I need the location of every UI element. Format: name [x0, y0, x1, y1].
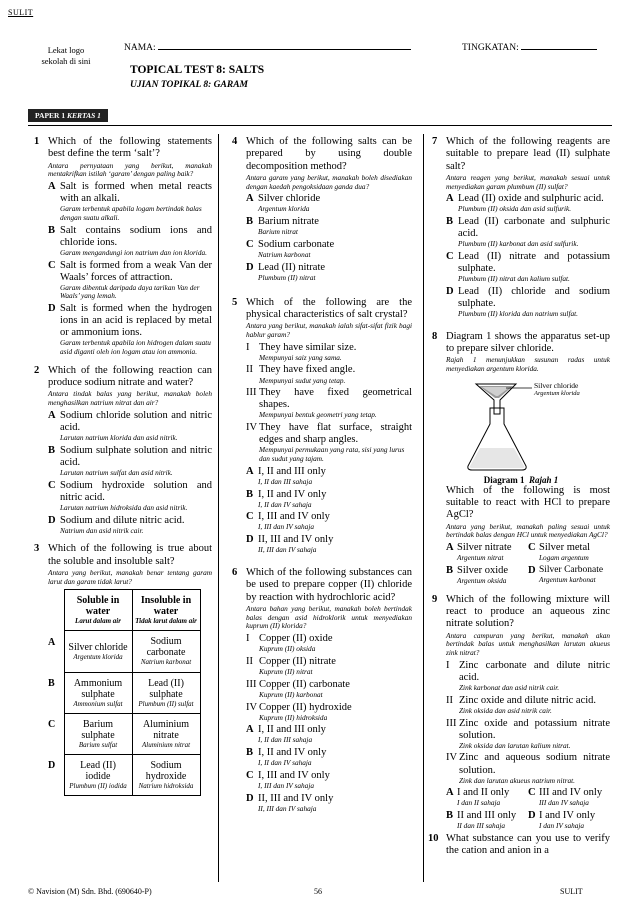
option-text: Sodium and dilute nitric acid. [60, 514, 185, 526]
option-text-ms: Plumbum (II) klorida dan natrium sulfat. [458, 309, 578, 319]
option-text: I and II only [457, 787, 510, 799]
diagram-label: Silver chloride Argentum klorida [534, 380, 580, 398]
option-text-ms: Argentum oksida [457, 576, 507, 586]
option-letter: C [48, 259, 56, 271]
option-b[interactable] [446, 565, 528, 586]
statement-i [246, 342, 412, 363]
option-letter: B [246, 747, 254, 759]
option-text-ms: I, II dan III sahaja [258, 735, 313, 745]
statement-text-ms: Mempunyai saiz yang sama. [259, 352, 342, 362]
option-text-ms: Larutan natrium klorida dan asid nitrik. [60, 433, 178, 443]
statement-iv [246, 422, 412, 464]
statement-iv [446, 752, 610, 785]
options-grid [446, 542, 610, 563]
statement-text: Copper (II) oxide [259, 633, 333, 645]
question-text: Which of the following statements best define the term ‘salt’? [48, 136, 212, 160]
options-grid [446, 810, 610, 831]
option-d[interactable] [48, 515, 212, 536]
option-letter: C [48, 719, 56, 731]
question-number: 8 [432, 330, 438, 342]
page-title: TOPICAL TEST 8: SALTS [130, 64, 265, 76]
option-text-ms: Natrium karbonat [258, 250, 311, 260]
option-a[interactable] [246, 724, 412, 745]
option-letter: B [446, 216, 454, 228]
statement-numeral: II [246, 364, 253, 376]
option-letter: A [48, 636, 56, 648]
option-a[interactable] [446, 787, 528, 808]
insoluble-cell: Sodium carbonate Natrium karbonat [132, 631, 200, 672]
question-4 [232, 136, 412, 283]
option-letter: C [528, 542, 536, 554]
option-text-ms: Argentum nitrat [457, 553, 504, 563]
option-c[interactable] [528, 787, 610, 808]
statement-ii [246, 364, 412, 385]
diagram-1 [446, 378, 610, 474]
conical-flask-funnel-illustration [446, 378, 610, 474]
question-text-ms: Antara pernyataan yang berikut, manakah mentakrifkan istilah ‘garam’ dengan paling baik? [48, 160, 212, 179]
statement-numeral: III [246, 678, 257, 690]
option-text: I and IV only [539, 810, 596, 822]
option-text: II, III and IV only [258, 792, 334, 804]
question-text: Which of the following mixture will react to produce an aqueous zinc nitrate solution? [446, 593, 610, 630]
option-text-ms: Argentum karbonat [539, 574, 596, 584]
question-number: 1 [34, 136, 40, 147]
option-a[interactable] [48, 181, 212, 223]
question-number: 5 [232, 296, 238, 308]
option-letter: A [48, 409, 56, 421]
option-letter: D [48, 514, 56, 526]
option-letter: D [528, 810, 536, 822]
statement-text: Zinc oxide and dilute nitric acid. [459, 694, 597, 706]
statement-text: Copper (II) nitrate [259, 655, 336, 667]
page-subtitle: UJIAN TOPIKAL 8: GARAM [130, 80, 248, 90]
option-text: I, III and IV only [258, 511, 330, 523]
statement-text: They have fixed angle. [259, 364, 356, 376]
question-text-ms: Antara garam yang berikut, manakah boleh disediakan dengan kaedah pengoksidaan ganda dua? [246, 172, 412, 191]
option-letter: B [48, 444, 56, 456]
statement-numeral: IV [246, 422, 258, 434]
statement-ii [246, 656, 412, 677]
option-letter: D [246, 534, 254, 546]
option-text: Lead (II) chloride and sodium sulphate. [458, 285, 610, 309]
name-field[interactable] [124, 40, 411, 53]
statement-numeral: I [446, 659, 450, 671]
statement-text: They have flat surface, straight edges and sharp angles. [259, 422, 412, 446]
question-text-ms: Antara yang berikut, manakah benar tentang garam larut dan garam tidak larut? [48, 567, 212, 586]
top-sulit-label: SULIT [8, 8, 34, 17]
option-letter: A [446, 542, 454, 554]
option-d[interactable] [446, 286, 610, 319]
option-letter: B [48, 224, 56, 236]
column-2 [232, 136, 412, 822]
option-d[interactable] [246, 534, 412, 555]
option-letter: A [446, 193, 454, 205]
statement-text: Zinc and aqueous sodium nitrate solution. [459, 752, 610, 776]
question-text-2-ms: Antara yang berikut, manakah paling sesuai untuk bertindak balas dengan HCl untuk menyediakan AgCl? [446, 521, 610, 540]
diagram-caption: Diagram 1 Rajah 1 [483, 474, 559, 485]
option-a[interactable] [246, 466, 412, 487]
option-text: Salt is formed when metal reacts with an alkali. [60, 181, 212, 205]
option-letter: D [528, 565, 536, 576]
option-b[interactable] [446, 216, 610, 249]
footer-copyright: © Navision (M) Sdn. Bhd. (690640-P) [28, 887, 152, 896]
option-letter: B [48, 678, 55, 690]
option-text-ms: I dan IV sahaja [539, 821, 585, 831]
option-letter: D [246, 792, 254, 804]
option-letter: C [528, 787, 536, 799]
table-row[interactable] [48, 754, 200, 795]
statement-text-ms: Zink oksida dan larutan kalium nitrat. [459, 740, 571, 750]
statement-numeral: II [246, 655, 253, 667]
statement-numeral: III [446, 717, 457, 729]
option-c[interactable] [246, 239, 412, 260]
statement-text: Zinc carbonate and dilute nitric acid. [459, 659, 610, 683]
question-text: Which of the following substances can be used to prepare copper (II) chloride by reaction with hydrochloric acid? [246, 567, 412, 603]
question-2 [34, 365, 212, 536]
option-b[interactable] [48, 225, 212, 258]
option-c[interactable] [528, 542, 610, 563]
insoluble-cell: Sodium hydroxide Natrium hidroksida [132, 754, 200, 795]
name-line [158, 40, 411, 50]
statement-text-ms: Mempunyai bentuk geometri yang tetap. [259, 410, 377, 420]
option-c[interactable] [246, 770, 412, 791]
option-d[interactable] [528, 565, 610, 586]
option-text-ms: Garam terbentuk apabila ion hidrogen dalam suatu asid diganti oleh ion logam atau ion ammonia. [60, 338, 211, 357]
options-grid [446, 565, 610, 586]
option-text-ms: I, II dan IV sahaja [258, 758, 312, 768]
option-letter: C [246, 238, 254, 250]
option-letter: A [48, 181, 56, 193]
statement-text-ms: Mempunyai sudut yang tetap. [259, 375, 346, 385]
footer-page-number: 56 [314, 887, 322, 896]
option-text: Barium nitrate [258, 216, 319, 228]
statement-text-ms: Mempunyai permukaan yang rata, sisi yang lurus dan sudut yang tajam. [259, 445, 405, 464]
option-letter: C [246, 511, 254, 523]
option-text-ms: I, III dan IV sahaja [258, 522, 315, 532]
option-text: I, II and III only [258, 724, 326, 736]
option-text-ms: II, III dan IV sahaja [258, 803, 317, 813]
option-text-ms: Plumbum (II) karbonat dan asid sulfurik. [458, 239, 579, 249]
statement-text-ms: Zink karbonat dan asid nitrik cair. [459, 683, 560, 693]
question-text-ms: Antara yang berikut, manakah ialah sifat-sifat fizik bagi hablur garam? [246, 321, 412, 339]
option-letter: B [446, 810, 454, 822]
option-text: II, III and IV only [258, 534, 334, 546]
question-number: 10 [428, 832, 439, 844]
option-text: III and IV only [539, 787, 603, 799]
insoluble-cell: Aluminium nitrate Aluminium nitrat [132, 713, 200, 754]
option-text: Salt contains sodium ions and chloride ions. [60, 224, 212, 248]
soluble-cell: Ammonium sulphate Ammonium sulfat [64, 672, 132, 713]
option-text: Lead (II) nitrate and potassium sulphate. [458, 251, 610, 275]
statement-text-ms: Zink dan larutan akueus natrium nitrat. [459, 775, 575, 785]
question-text: Which of the following salts can be prepared by using double decomposition method? [246, 136, 412, 172]
statement-iii [246, 387, 412, 420]
table-row[interactable] [48, 631, 200, 672]
column-divider-1 [218, 134, 219, 882]
option-text: I, II and III only [258, 465, 326, 477]
option-letter: D [48, 760, 56, 772]
question-3 [34, 543, 212, 795]
table-header-row [48, 590, 200, 631]
option-c[interactable] [48, 260, 212, 302]
option-letter: B [446, 565, 454, 576]
statement-ii [446, 695, 610, 716]
option-b[interactable] [246, 216, 412, 237]
option-text: Sodium sulphate solution and nitric acid. [60, 444, 212, 468]
question-7 [432, 136, 610, 319]
option-letter: B [246, 488, 254, 500]
form-field[interactable] [462, 40, 597, 53]
option-d[interactable] [246, 793, 412, 814]
statement-text: They have fixed geometrical shapes. [259, 387, 412, 411]
statement-text-ms: Kuprum (II) hidroksida [259, 712, 328, 722]
option-text-ms: Logam argentum [539, 553, 589, 563]
option-text: I, II and IV only [258, 488, 327, 500]
statement-i [446, 660, 610, 693]
option-c[interactable] [48, 480, 212, 513]
option-text-ms: I dan II sahaja [457, 798, 501, 808]
question-text-ms: Antara reagen yang berikut, manakah sesuai untuk menyediakan garam plumbum (II) sulfat? [446, 172, 610, 191]
option-c[interactable] [446, 251, 610, 284]
option-text: Sodium hydroxide solution and nitric acid. [60, 479, 212, 503]
solubility-table [48, 589, 201, 795]
question-6 [232, 567, 412, 814]
statement-numeral: III [246, 387, 257, 399]
option-text-ms: Garam dibentuk daripada daya tarikan Van der Waals’ yang lemah. [60, 282, 200, 301]
question-text-ms: Antara campuran yang berikut, manakah akan bertindak balas untuk menghasilkan larutan akueus zink nitrat? [446, 630, 610, 658]
option-text-ms: Barium nitrat [258, 227, 298, 237]
option-text: I, III and IV only [258, 770, 330, 781]
option-text-ms: II, III dan IV sahaja [258, 545, 317, 555]
statement-text-ms: Kuprum (II) karbonat [259, 689, 323, 699]
question-10 [428, 832, 610, 858]
option-a[interactable] [246, 193, 412, 214]
question-text: Which of the following reaction can produce sodium nitrate and water? [48, 364, 212, 389]
option-letter: D [48, 303, 56, 315]
question-text: Which of the following is true about the soluble and insoluble salt? [48, 543, 212, 567]
option-text: Silver metal [539, 542, 591, 554]
statement-numeral: I [246, 341, 250, 353]
option-text: Silver nitrate [457, 542, 512, 554]
statement-text: Zinc oxide and potassium nitrate solution. [459, 717, 610, 741]
question-number: 9 [432, 593, 438, 605]
option-text-ms: Plumbum (II) oksida dan asid sulfurik. [458, 204, 572, 214]
option-letter: A [246, 193, 254, 205]
table-row[interactable] [48, 713, 200, 754]
statement-iv [246, 702, 412, 723]
option-text-ms: III dan IV sahaja [539, 798, 589, 808]
option-text: Sodium chloride solution and nitric acid. [60, 409, 212, 433]
option-text: II and III only [457, 810, 517, 822]
question-number: 2 [34, 364, 40, 376]
option-text-ms: I, III dan IV sahaja [258, 781, 315, 791]
option-a[interactable] [446, 542, 528, 563]
question-text: What substance can you use to verify the cation and anion in a [446, 832, 610, 857]
column-divider-2 [423, 134, 424, 882]
statement-iii [246, 679, 412, 700]
question-text: Which of the following reagents are suitable to prepare lead (II) sulphate salt? [446, 136, 610, 172]
table-row[interactable] [48, 672, 200, 713]
question-number: 6 [232, 567, 238, 579]
paper-badge [28, 109, 108, 122]
soluble-cell: Lead (II) iodide Plumbum (II) iodida [64, 754, 132, 795]
option-text: Silver chloride [258, 193, 321, 205]
option-b[interactable] [446, 810, 528, 831]
option-text-ms: Garam mengandungi ion natrium dan ion klorida. [60, 247, 207, 257]
option-letter: A [246, 465, 254, 477]
option-text-ms: Argentum klorida [258, 204, 310, 214]
option-text: Salt is formed from a weak Van der Waals’ forces of attraction. [60, 259, 212, 283]
question-number: 7 [432, 136, 438, 147]
option-text: Salt is formed when the hydrogen ions in an acid is replaced by metal or ammonium ions. [60, 303, 212, 339]
option-text: Silver Carbonate [539, 565, 604, 575]
statement-text: Copper (II) hydroxide [259, 701, 352, 713]
statement-text-ms: Zink oksida dan asid nitrik cair. [459, 705, 552, 715]
option-letter: D [246, 261, 254, 273]
question-text-ms: Antara bahan yang berikut, manakah boleh bertindak balas dengan asid hidroklorik untuk menyediakan kuprum (II) klorida? [246, 603, 412, 631]
option-letter: B [246, 216, 254, 228]
column-3 [428, 136, 610, 866]
statement-text-ms: Kuprum (II) oksida [259, 644, 316, 654]
option-text: Lead (II) nitrate [258, 261, 326, 273]
soluble-cell: Silver chloride Argentum klorida [64, 631, 132, 672]
option-d[interactable] [528, 810, 610, 831]
question-text: Diagram 1 shows the apparatus set-up to prepare silver chloride. [446, 330, 610, 355]
option-letter: A [246, 724, 254, 736]
option-text: Lead (II) oxide and sulphuric acid. [458, 193, 604, 205]
paper-label: PAPER 1 [35, 111, 66, 120]
statement-text: They have similar size. [259, 341, 357, 353]
option-text-ms: Plumbum (II) nitrat dan kalium sulfat. [458, 274, 570, 284]
option-text-ms: Plumbum (II) nitrat [258, 272, 316, 282]
question-5 [232, 297, 412, 555]
column-1 [34, 136, 212, 804]
option-text-ms: Natrium dan asid nitrik cair. [60, 525, 144, 535]
statement-text-ms: Kuprum (II) nitrat [259, 667, 313, 676]
insoluble-cell: Lead (II) sulphate Plumbum (II) sulfat [132, 672, 200, 713]
statement-numeral: IV [446, 752, 458, 764]
option-letter: C [446, 251, 454, 263]
option-text-ms: I, II dan IV sahaja [258, 499, 312, 509]
option-a[interactable] [48, 410, 212, 443]
school-logo-placeholder: Lekat logo sekolah di sini [41, 45, 91, 66]
option-d[interactable] [246, 262, 412, 283]
option-text-ms: Garam terbentuk apabila logam bertindak balas dengan suatu alkali. [60, 204, 202, 222]
statement-i [246, 633, 412, 654]
option-text: I, II and IV only [258, 747, 327, 759]
option-letter: D [446, 285, 454, 297]
option-text: Lead (II) carbonate and sulphuric acid. [458, 216, 610, 240]
options-grid [446, 787, 610, 808]
question-8 [432, 331, 610, 586]
statement-numeral: I [246, 633, 250, 645]
option-d[interactable] [48, 303, 212, 357]
question-text-2: Which of the following is most suitable to react with HCl to prepare AgCl? [446, 484, 610, 521]
option-b[interactable] [246, 489, 412, 510]
question-text: Which of the following are the physical characteristics of salt crystal? [246, 296, 412, 320]
footer-sulit-label: SULIT [560, 887, 583, 896]
option-a[interactable] [446, 193, 610, 214]
statement-text: Copper (II) carbonate [259, 678, 350, 690]
question-1 [34, 136, 212, 357]
option-letter: C [48, 479, 56, 491]
form-line [521, 40, 597, 50]
option-letter: A [446, 787, 454, 799]
option-text-ms: Larutan natrium hidroksida dan asid nitrik. [60, 502, 188, 512]
statement-iii [446, 718, 610, 751]
question-number: 4 [232, 136, 238, 147]
statement-numeral: IV [246, 701, 258, 713]
question-9 [432, 594, 610, 831]
option-text: Sodium carbonate [258, 238, 335, 250]
option-letter: C [246, 770, 254, 781]
option-b[interactable] [48, 445, 212, 478]
question-number: 3 [34, 543, 40, 555]
paper-label-ms: KERTAS 1 [66, 111, 101, 120]
header-insoluble: Insoluble in water Tidak larut dalam air [132, 590, 200, 631]
option-b[interactable] [246, 747, 412, 768]
option-text-ms: Larutan natrium sulfat dan asid nitrik. [60, 467, 173, 477]
header-soluble: Soluble in water Larut dalam air [64, 590, 132, 631]
option-c[interactable] [246, 511, 412, 532]
name-label: NAMA: [124, 43, 156, 53]
header-rule [28, 125, 612, 126]
option-text-ms: I, II dan III sahaja [258, 476, 313, 486]
question-text-ms: Rajah 1 menunjukkan susunan radas untuk menyediakan argentum klorida. [446, 355, 610, 374]
form-label: TINGKATAN: [462, 43, 519, 53]
question-text-ms: Antara tindak balas yang berikut, manakah boleh menghasilkan natrium nitrat dan air? [48, 389, 212, 408]
statement-numeral: II [446, 694, 453, 706]
option-text-ms: II dan III sahaja [457, 821, 506, 831]
soluble-cell: Barium sulphate Barium sulfat [64, 713, 132, 754]
option-text: Silver oxide [457, 565, 509, 576]
